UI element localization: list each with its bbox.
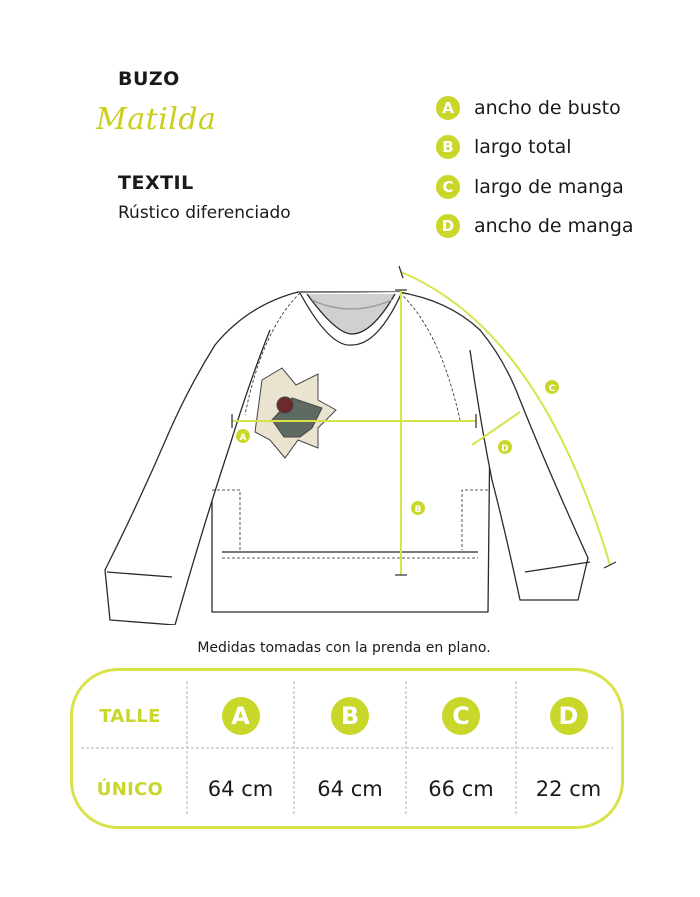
diagram-marker-b-label: B (414, 505, 422, 515)
legend-badge-d: D (436, 214, 460, 238)
size-table (70, 668, 624, 829)
value-a: 64 cm (207, 777, 274, 801)
legend-badge-c: C (436, 175, 460, 199)
legend-badge-a: A (436, 96, 460, 120)
value-d: 22 cm (535, 777, 602, 801)
product-name: Matilda (96, 102, 217, 137)
col-badge-b: B (331, 697, 369, 735)
legend-badge-b: B (436, 135, 460, 159)
value-c: 66 cm (428, 777, 494, 801)
sweatshirt-drawing (105, 292, 590, 625)
col-header-c (406, 689, 516, 743)
measurement-note: Medidas tomadas con la prenda en plano. (197, 640, 491, 656)
legend-label-d: ancho de manga (474, 215, 634, 238)
col-header-b (294, 689, 406, 743)
legend-item-a (436, 88, 634, 128)
diagram-marker-a-label: A (239, 433, 247, 443)
value-b: 64 cm (317, 777, 383, 801)
row-label-unico: ÚNICO (96, 778, 164, 800)
legend-label-c: largo de manga (474, 175, 624, 198)
fabric-value: Rústico diferenciado (118, 203, 291, 223)
fabric-heading: TEXTIL (118, 172, 194, 194)
col-header-d (516, 689, 621, 743)
col-badge-d: D (550, 697, 588, 735)
legend-item-d (436, 207, 634, 247)
col-badge-c: C (442, 697, 480, 735)
product-type: BUZO (118, 68, 180, 90)
header-talle: TALLE (99, 705, 161, 727)
legend-label-a: ancho de busto (474, 96, 621, 119)
legend-item-b (436, 128, 634, 168)
legend-item-c (436, 167, 634, 207)
col-badge-a: A (222, 697, 260, 735)
legend-label-b: largo total (474, 136, 572, 159)
measurement-legend (436, 88, 634, 246)
col-header-a (187, 689, 294, 743)
garment-diagram (0, 255, 700, 625)
diagram-marker-d-label: D (501, 444, 509, 454)
diagram-marker-c-label: C (548, 384, 556, 394)
